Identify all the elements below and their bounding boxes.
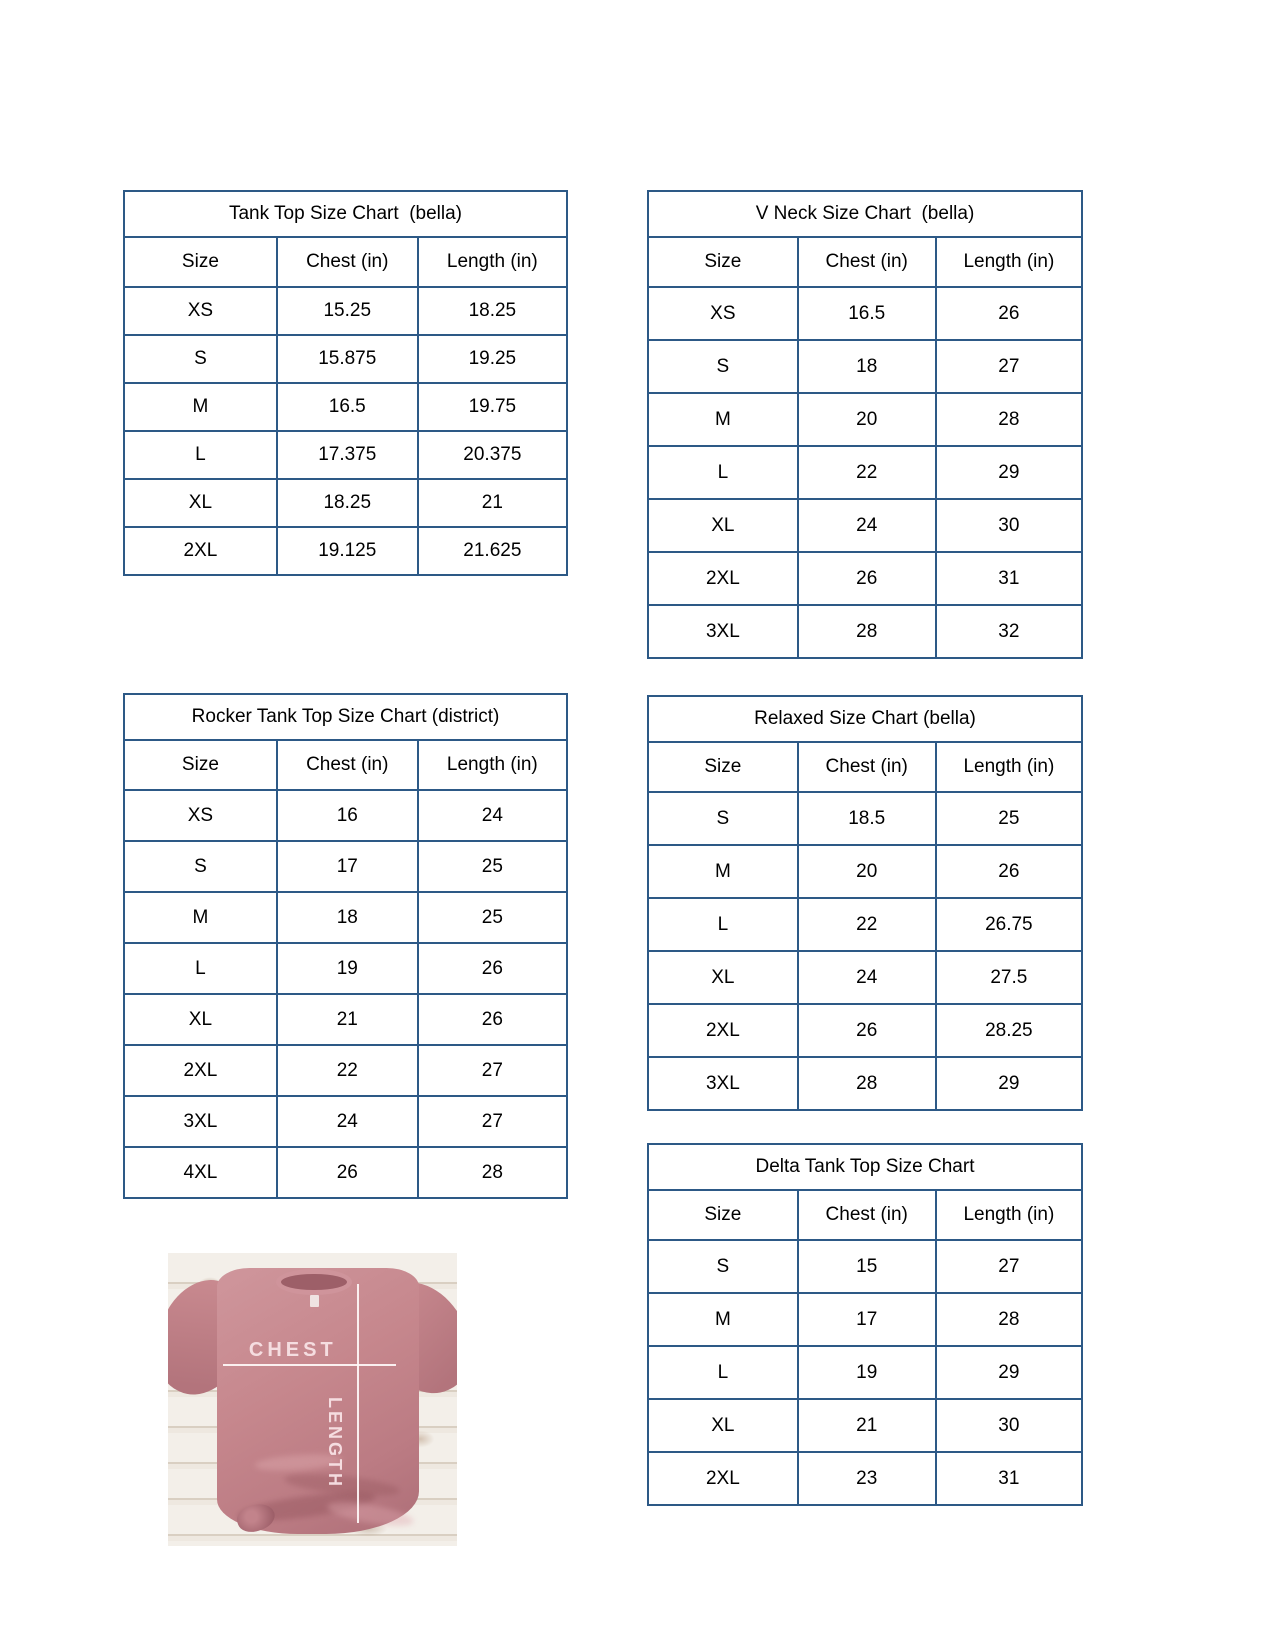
length-cell: 28 (936, 393, 1082, 446)
size-cell: S (648, 340, 798, 393)
size-chart-v-neck (647, 190, 1083, 659)
size-chart-rocker-tank-top (123, 693, 568, 1199)
length-cell: 31 (936, 552, 1082, 605)
size-cell: 2XL (648, 1452, 798, 1505)
chest-cell: 18 (277, 892, 418, 943)
length-cell: 21 (418, 479, 567, 527)
size-cell: XL (648, 499, 798, 552)
column-header-chest: Chest (in) (798, 237, 936, 287)
size-cell: 2XL (648, 1004, 798, 1057)
size-cell: L (648, 446, 798, 499)
size-cell: XS (124, 287, 277, 335)
shirt-collar (276, 1269, 351, 1295)
column-header-chest: Chest (in) (798, 742, 936, 792)
size-cell: L (124, 431, 277, 479)
chest-cell: 19.125 (277, 527, 418, 575)
table-body (648, 1240, 1082, 1505)
table-title: Relaxed Size Chart (bella) (648, 696, 1082, 742)
length-cell: 25 (936, 792, 1082, 845)
length-cell: 28 (936, 1293, 1082, 1346)
column-header-chest: Chest (in) (277, 237, 418, 287)
size-cell: S (124, 841, 277, 892)
shirt-neck-tag (310, 1295, 319, 1307)
chest-cell: 22 (798, 898, 936, 951)
size-cell: L (124, 943, 277, 994)
column-header-size: Size (648, 1190, 798, 1240)
size-cell: S (648, 1240, 798, 1293)
size-chart-table-rocker-tank-top (123, 693, 568, 1199)
size-chart-table-relaxed (647, 695, 1083, 1111)
shirt-measurement-photo (168, 1253, 457, 1546)
size-cell: M (648, 845, 798, 898)
table-row (648, 605, 1082, 658)
size-cell: XL (648, 951, 798, 1004)
table-row (648, 340, 1082, 393)
column-header-length: Length (in) (418, 740, 567, 790)
chest-measure-line (223, 1364, 396, 1366)
table-row (124, 287, 567, 335)
table-header-row (124, 740, 567, 790)
size-cell: L (648, 898, 798, 951)
length-cell: 19.75 (418, 383, 567, 431)
length-cell: 32 (936, 605, 1082, 658)
length-cell: 26 (418, 994, 567, 1045)
length-cell: 29 (936, 1057, 1082, 1110)
chest-cell: 16.5 (798, 287, 936, 340)
table-row (648, 898, 1082, 951)
chest-cell: 22 (277, 1045, 418, 1096)
length-cell: 20.375 (418, 431, 567, 479)
size-chart-table-v-neck (647, 190, 1083, 659)
chest-cell: 18.5 (798, 792, 936, 845)
column-header-size: Size (648, 237, 798, 287)
chest-cell: 17 (798, 1293, 936, 1346)
table-header-row (648, 1190, 1082, 1240)
table-row (648, 393, 1082, 446)
chest-cell: 23 (798, 1452, 936, 1505)
length-cell: 29 (936, 446, 1082, 499)
table-title-row (124, 191, 567, 237)
chest-cell: 24 (277, 1096, 418, 1147)
chest-cell: 22 (798, 446, 936, 499)
table-row (124, 479, 567, 527)
length-label: LENGTH (325, 1396, 346, 1489)
table-row (648, 499, 1082, 552)
length-cell: 25 (418, 841, 567, 892)
table-row (648, 552, 1082, 605)
chest-cell: 15.25 (277, 287, 418, 335)
length-cell: 27 (936, 1240, 1082, 1293)
column-header-length: Length (in) (936, 742, 1082, 792)
chest-cell: 24 (798, 951, 936, 1004)
chest-cell: 21 (798, 1399, 936, 1452)
length-cell: 31 (936, 1452, 1082, 1505)
chest-cell: 21 (277, 994, 418, 1045)
size-cell: 4XL (124, 1147, 277, 1198)
size-cell: 2XL (124, 527, 277, 575)
size-cell: M (124, 892, 277, 943)
table-body (124, 287, 567, 575)
table-row (648, 1346, 1082, 1399)
size-cell: XS (648, 287, 798, 340)
table-row (124, 943, 567, 994)
column-header-size: Size (124, 237, 277, 287)
table-header-row (648, 742, 1082, 792)
length-cell: 27 (936, 340, 1082, 393)
size-cell: XL (648, 1399, 798, 1452)
chest-cell: 15 (798, 1240, 936, 1293)
length-cell: 26 (418, 943, 567, 994)
chest-cell: 26 (277, 1147, 418, 1198)
length-cell: 25 (418, 892, 567, 943)
length-cell: 24 (418, 790, 567, 841)
table-row (124, 335, 567, 383)
size-cell: 2XL (648, 552, 798, 605)
size-cell: M (648, 393, 798, 446)
size-cell: XL (124, 479, 277, 527)
column-header-size: Size (648, 742, 798, 792)
table-header-row (648, 237, 1082, 287)
chest-label: CHEST (248, 1339, 337, 1362)
chest-cell: 28 (798, 605, 936, 658)
length-cell: 27 (418, 1096, 567, 1147)
table-title-row (648, 696, 1082, 742)
size-cell: S (648, 792, 798, 845)
size-chart-relaxed (647, 695, 1083, 1111)
length-cell: 28 (418, 1147, 567, 1198)
table-row (124, 790, 567, 841)
chest-cell: 20 (798, 393, 936, 446)
chest-cell: 24 (798, 499, 936, 552)
size-cell: M (648, 1293, 798, 1346)
table-title-row (124, 694, 567, 740)
table-row (124, 892, 567, 943)
chest-cell: 17 (277, 841, 418, 892)
table-row (124, 1096, 567, 1147)
size-cell: 2XL (124, 1045, 277, 1096)
table-title-row (648, 191, 1082, 237)
size-cell: M (124, 383, 277, 431)
table-row (124, 527, 567, 575)
table-row (648, 1057, 1082, 1110)
chest-cell: 17.375 (277, 431, 418, 479)
size-cell: 3XL (648, 1057, 798, 1110)
size-chart-delta-tank-top (647, 1143, 1083, 1506)
chest-cell: 19 (277, 943, 418, 994)
table-row (648, 1452, 1082, 1505)
column-header-size: Size (124, 740, 277, 790)
length-cell: 30 (936, 1399, 1082, 1452)
table-title: Tank Top Size Chart (bella) (124, 191, 567, 237)
table-row (124, 1147, 567, 1198)
length-cell: 26.75 (936, 898, 1082, 951)
column-header-length: Length (in) (936, 237, 1082, 287)
table-row (648, 792, 1082, 845)
table-row (648, 1004, 1082, 1057)
table-title: V Neck Size Chart (bella) (648, 191, 1082, 237)
table-header-row (124, 237, 567, 287)
size-cell: XL (124, 994, 277, 1045)
length-cell: 21.625 (418, 527, 567, 575)
size-cell: L (648, 1346, 798, 1399)
table-title: Delta Tank Top Size Chart (648, 1144, 1082, 1190)
length-cell: 27 (418, 1045, 567, 1096)
table-row (648, 845, 1082, 898)
chest-cell: 28 (798, 1057, 936, 1110)
size-chart-tank-top (123, 190, 568, 576)
size-chart-table-tank-top (123, 190, 568, 576)
table-row (124, 1045, 567, 1096)
column-header-length: Length (in) (418, 237, 567, 287)
column-header-chest: Chest (in) (798, 1190, 936, 1240)
table-row (648, 951, 1082, 1004)
chest-cell: 20 (798, 845, 936, 898)
size-cell: S (124, 335, 277, 383)
table-row (648, 287, 1082, 340)
length-cell: 28.25 (936, 1004, 1082, 1057)
table-row (124, 841, 567, 892)
size-cell: 3XL (648, 605, 798, 658)
chest-cell: 19 (798, 1346, 936, 1399)
chest-cell: 26 (798, 1004, 936, 1057)
table-row (648, 446, 1082, 499)
table-row (124, 994, 567, 1045)
chest-cell: 15.875 (277, 335, 418, 383)
length-cell: 18.25 (418, 287, 567, 335)
size-cell: XS (124, 790, 277, 841)
table-row (648, 1240, 1082, 1293)
chest-cell: 18.25 (277, 479, 418, 527)
table-title-row (648, 1144, 1082, 1190)
table-row (124, 431, 567, 479)
table-body (124, 790, 567, 1198)
length-cell: 30 (936, 499, 1082, 552)
length-measure-line (357, 1284, 359, 1523)
table-row (124, 383, 567, 431)
chest-cell: 26 (798, 552, 936, 605)
table-body (648, 792, 1082, 1110)
chest-cell: 16 (277, 790, 418, 841)
table-row (648, 1399, 1082, 1452)
shirt-graphic (168, 1253, 457, 1546)
column-header-length: Length (in) (936, 1190, 1082, 1240)
size-cell: 3XL (124, 1096, 277, 1147)
chest-cell: 16.5 (277, 383, 418, 431)
length-cell: 27.5 (936, 951, 1082, 1004)
table-body (648, 287, 1082, 658)
length-cell: 19.25 (418, 335, 567, 383)
table-row (648, 1293, 1082, 1346)
column-header-chest: Chest (in) (277, 740, 418, 790)
chest-cell: 18 (798, 340, 936, 393)
size-chart-table-delta-tank-top (647, 1143, 1083, 1506)
length-cell: 26 (936, 845, 1082, 898)
table-title: Rocker Tank Top Size Chart (district) (124, 694, 567, 740)
length-cell: 26 (936, 287, 1082, 340)
length-cell: 29 (936, 1346, 1082, 1399)
